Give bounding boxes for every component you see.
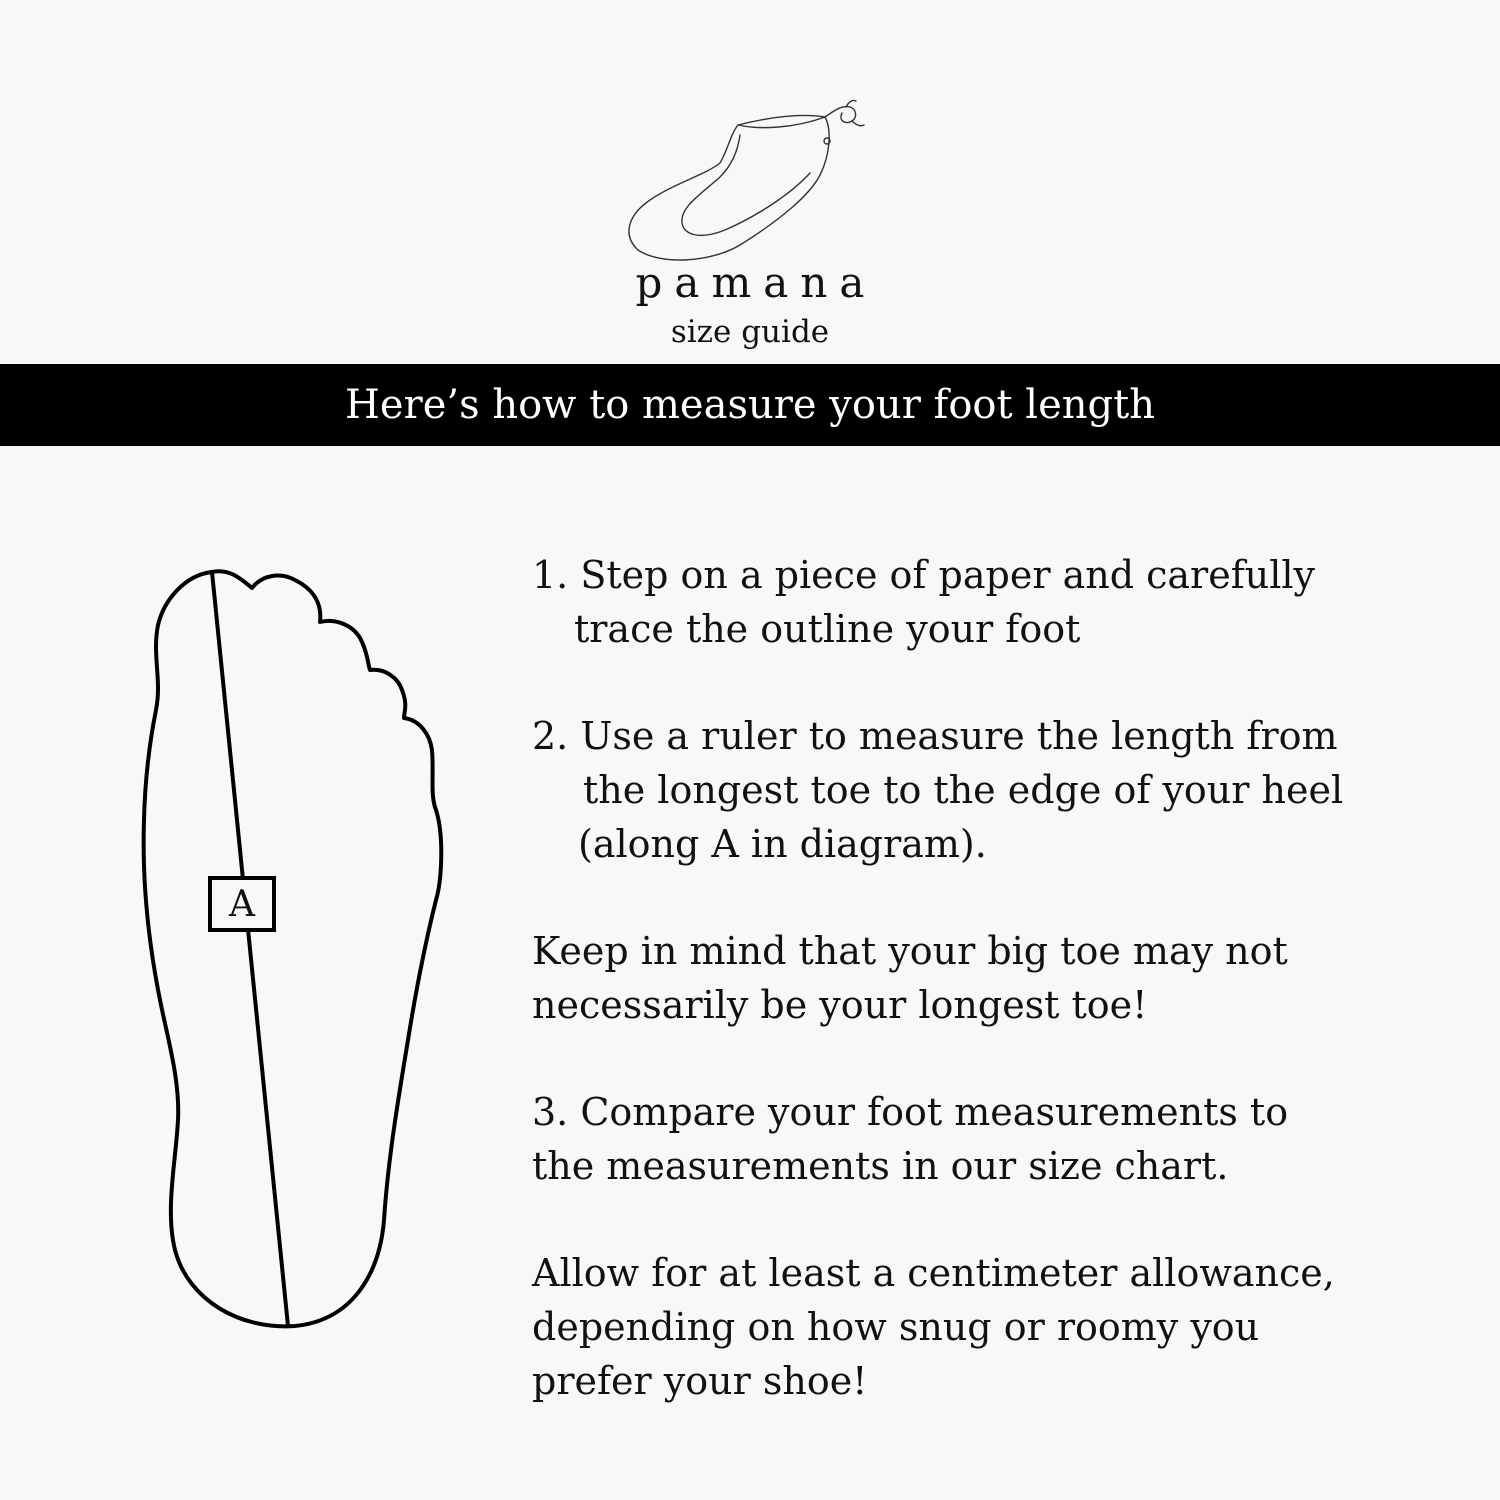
step-2-line-3: (along A in diagram). [578,822,987,866]
instructions [532,548,1452,1461]
note [532,924,1452,1032]
logo [0,95,1500,270]
note-line-2: necessarily be your longest toe! [532,983,1148,1027]
allowance-line-1: Allow for at least a centimeter allowance, [532,1251,1335,1295]
shoe-last-icon [620,95,880,265]
brand-name: pamana [635,258,877,307]
step-2-line-2: the longest toe to the edge of your heel [583,768,1344,812]
step-3 [532,1085,1452,1193]
step-2 [532,709,1452,871]
step-3-line-1: 3. Compare your foot measurements to [532,1090,1289,1134]
step-3-line-2: the measurements in our size chart. [532,1144,1229,1188]
allowance-note [532,1246,1452,1408]
allowance-line-2: depending on how snug or roomy you [532,1305,1260,1349]
foot-outline-icon [130,560,460,1360]
banner-title: Here’s how to measure your foot length [345,382,1155,428]
allowance-line-3: prefer your shoe! [532,1359,868,1403]
title-banner [0,364,1500,446]
step-1-line-2: trace the outline your foot [574,607,1081,651]
diagram-label: A [229,883,255,925]
step-2-line-1: 2. Use a ruler to measure the length from [532,714,1338,758]
step-1-line-1: 1. Step on a piece of paper and carefully [532,553,1316,597]
page-subtitle: size guide [670,314,830,350]
note-line-1: Keep in mind that your big toe may not [532,929,1288,973]
diagram-label-box [208,876,276,932]
foot-diagram [130,560,460,1364]
step-1 [532,548,1452,656]
